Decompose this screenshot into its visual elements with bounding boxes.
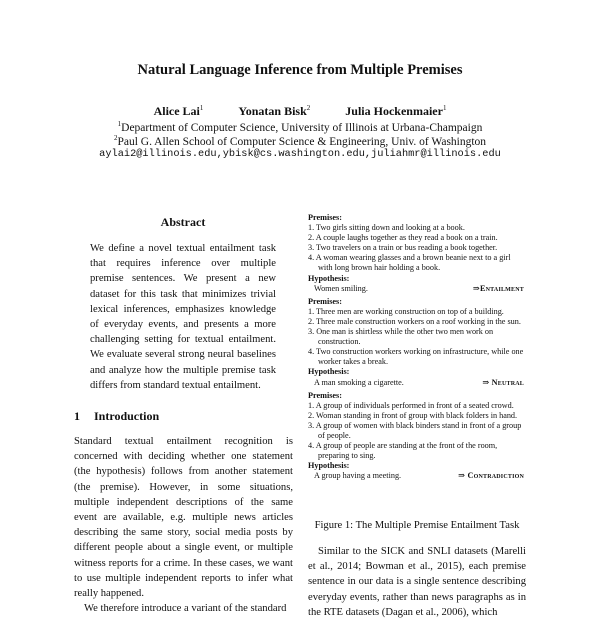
hypothesis: Women smiling.: [314, 283, 368, 293]
introduction-text: [74, 434, 293, 616]
premise: 4. A group of people are standing at the front of the room, preparing to sing.: [308, 441, 498, 461]
premise: 3. Two travelers on a train or bus reading a book together.: [308, 243, 498, 253]
neutral-label: ⇒ Neutral: [482, 377, 524, 387]
paragraph: We therefore introduce a variant of the standard: [84, 603, 287, 615]
body-text-right-column: [308, 544, 526, 620]
premise: 2. Three male construction workers on a roof working in the sun.: [308, 316, 521, 326]
premise: 2. A couple laughs together as they read a book on a train.: [308, 233, 498, 243]
abstract-text: We define a novel textual entailment task that requires inference over multiple premise sentences. We present a new dataset for this task that minimizes trivial lexical inferences, emphasizes knowledge of everyday events, and presents a more challenging setting for textual entailment. We evaluate several strong neural baselines and analyze how the multiple premise task differs from standard textual entailment.: [90, 243, 276, 391]
premises-label: Premises:: [308, 213, 342, 222]
premise: 4. A woman wearing glasses and a brown beanie next to a girl with long brown hair holding a book.: [308, 253, 511, 273]
hypothesis: A man smoking a cigarette.: [314, 377, 404, 387]
affiliation: $^1$Department of Computer Science, University of Illinois at Urbana-Champaign: [117, 120, 483, 134]
affiliation: $^2$Paul G. Allen School of Computer Science & Engineering, Univ. of Washington: [113, 134, 487, 148]
figure-caption: Figure 1: The Multiple Premise Entailment Task: [314, 520, 520, 531]
hypothesis-label: Hypothesis:: [308, 273, 350, 283]
example-contradiction: [308, 391, 526, 482]
example-neutral: [308, 297, 526, 388]
author-list: [0, 104, 600, 119]
premise: 2. Woman standing in front of group with black folders in hand.: [308, 410, 518, 420]
premises-label: Premises:: [308, 296, 342, 306]
hypothesis-label: Hypothesis:: [308, 367, 350, 377]
hypothesis: A group having a meeting.: [314, 471, 402, 481]
hypothesis-label: Hypothesis:: [308, 461, 350, 471]
example-entailment: [308, 213, 526, 294]
contradiction-label: ⇒ Contradiction: [458, 471, 524, 481]
author: Yonatan Bisk$^2$: [238, 104, 311, 118]
paragraph: Standard textual entailment recognition is concerned with deciding whether one statement (the hypothesis) follows from another statement (the premise). However, in some situations, multiple independent descriptions of the same event are available, e.g. multiple news articles describing the same story, social media posts by different people about a single event, or multiple witness reports for a crime. In these cases, we want to use multiple independent reports to infer what really happened.: [74, 436, 293, 600]
section-heading: 1 Introduction: [74, 409, 160, 423]
entailment-label: ⇒Entailment: [472, 283, 524, 293]
premise: 1. Two girls sitting down and looking at a book.: [308, 223, 465, 233]
premise: 1. A group of individuals performed in front of a seated crowd.: [308, 400, 514, 410]
author: Julia Hockenmaier$^1$: [345, 104, 447, 118]
premise: 3. A group of women with black binders stand in front of a group of people.: [308, 420, 522, 440]
premises-label: Premises:: [308, 390, 342, 400]
paragraph: Similar to the SICK and SNLI datasets (Marelli et al., 2014; Bowman et al., 2015), each premise sentence in our data is a single sentence describing everyday events, rather than news paragraphs as in the RTE datasets (Dagan et al., 2006), which: [308, 546, 526, 618]
premise: 1. Three men are working construction on top of a building.: [308, 306, 504, 316]
paper-title: Natural Language Inference from Multiple Premises: [137, 62, 463, 78]
figure-1: [308, 213, 526, 484]
author: Alice Lai$^1$: [153, 104, 204, 118]
abstract-heading: Abstract: [160, 215, 206, 229]
premise: 3. One man is shirtless while the other two men work on construction.: [308, 327, 494, 347]
author-emails: aylai2@illinois.edu,ybisk@cs.washington.edu,juliahmr@illinois.edu: [99, 148, 501, 160]
premise: 4. Two construction workers working on infrastructure, while one worker takes a break.: [308, 347, 524, 367]
